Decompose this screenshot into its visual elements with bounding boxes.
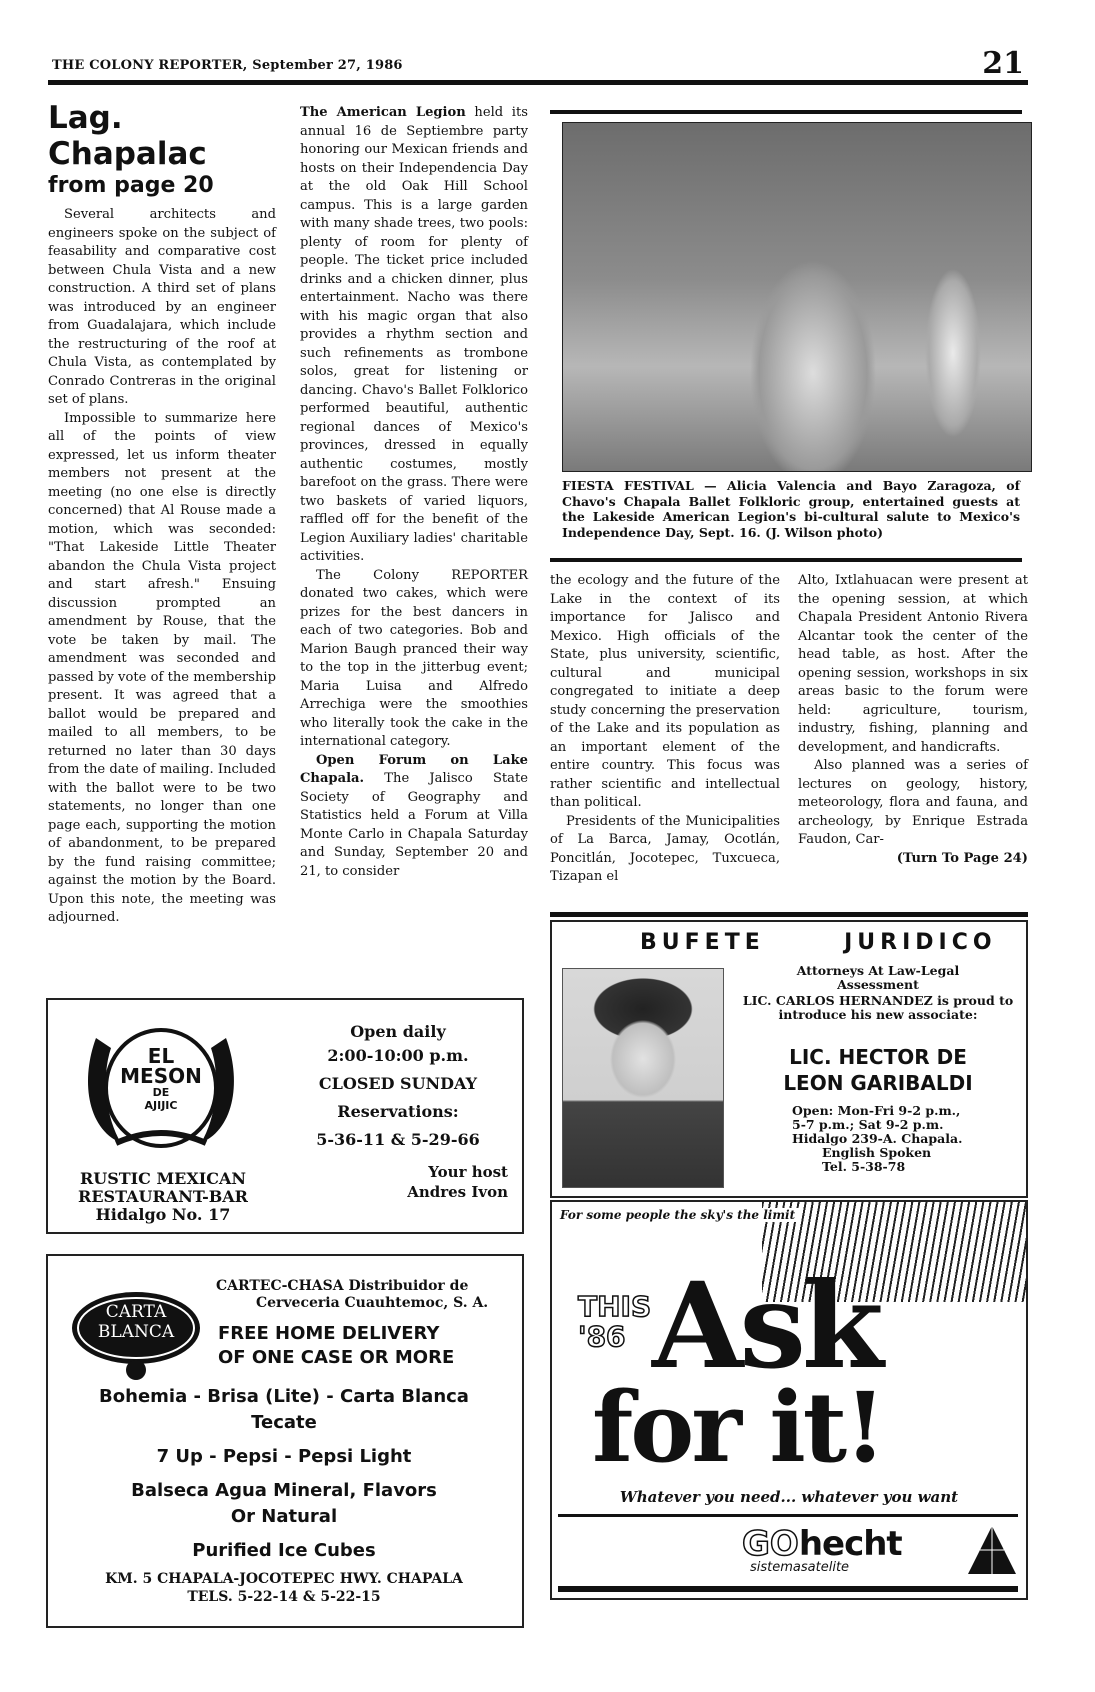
- article-american-legion: [300, 104, 528, 881]
- paragraph: Also planned was a series of lectures on geology, history, meteorology, flora and fauna, and archeology, by Enrique Estrada Faudon, Car-: [798, 758, 1028, 847]
- bufete-intro: LIC. CARLOS HERNANDEZ is proud to introduce his new associate:: [742, 993, 1014, 1022]
- article-subhead: from page 20: [48, 173, 214, 198]
- hours-label: Open daily: [350, 1022, 446, 1041]
- satellite-triangle-icon: [964, 1522, 1020, 1578]
- beer-list: Bohemia - Brisa (Lite) - Carta Blanca: [99, 1386, 469, 1407]
- article-body: [48, 206, 276, 928]
- logo-text: DE: [152, 1086, 170, 1099]
- el-meson-ad: [46, 998, 524, 1234]
- office-address: Hidalgo 239-A. Chapala.: [792, 1131, 963, 1146]
- reservation-phones: 5-36-11 & 5-29-66: [316, 1130, 480, 1149]
- paragraph: Alto, Ixtlahuacan were present at the opening session, at which Chapala President Antonio Rivera Alcantar took the center of the head table, as host. After the opening session, workshops in six areas basic to the forum were held: agriculture, tourism, industry, fishing, planning and development, and handicrafts.: [798, 573, 1028, 755]
- office-hours: Open: Mon-Fri 9-2 p.m.,: [792, 1103, 961, 1118]
- carta-blanca-ad: [46, 1254, 524, 1628]
- page-number: 21: [982, 46, 1024, 81]
- logo-text: MESON: [120, 1064, 202, 1088]
- hecht-brand: [742, 1524, 992, 1580]
- this-label: THIS: [578, 1290, 652, 1323]
- english-spoken: English Spoken: [822, 1145, 932, 1160]
- attorney-portrait: [562, 968, 724, 1188]
- publication-line: THE COLONY REPORTER, September 27, 1986: [52, 58, 403, 73]
- office-hours: 5-7 p.m.; Sat 9-2 p.m.: [792, 1117, 944, 1132]
- restaurant-address: Hidalgo No. 17: [95, 1205, 231, 1224]
- photo-caption: FIESTA FESTIVAL — Alicia Valencia and Bayo Zaragoza, of Chavo's Chapala Ballet Folkloric group, entertained guests at the Lakeside American Legion's bi-cultural salute to Mexico's Independence Day, Sept. 16. (J. Wilson photo): [562, 478, 1020, 540]
- bufete-title: BUFETE JURIDICO: [640, 930, 997, 955]
- brand-sub: sistemasatelite: [750, 1560, 850, 1575]
- ad-tagline: Whatever you need... whatever you want: [619, 1488, 959, 1506]
- address-bar: [558, 1586, 1018, 1592]
- ad-top-line: For some people the sky's the limit: [560, 1208, 799, 1222]
- associate-name: LIC. HECTOR DE: [789, 1045, 967, 1069]
- brand-name: hecht: [798, 1524, 902, 1564]
- article-lead: The American Legion: [300, 105, 466, 120]
- ice-cubes: Purified Ice Cubes: [192, 1540, 376, 1561]
- delivery-offer: FREE HOME DELIVERY: [218, 1323, 440, 1344]
- closed-notice: CLOSED SUNDAY: [318, 1074, 478, 1093]
- office-tel: Tel. 5-38-78: [822, 1159, 906, 1174]
- logo-text: BLANCA: [97, 1322, 175, 1342]
- mineral-water: Or Natural: [230, 1506, 338, 1527]
- carta-blanca-logo: [66, 1282, 206, 1382]
- hours: 2:00-10:00 p.m.: [327, 1046, 469, 1065]
- caption-rule: [550, 558, 1022, 562]
- logo-text: EL: [147, 1044, 175, 1068]
- distributor-name: CARTEC-CHASA Distribuidor de Cerveceria Cuauhtemoc, S. A.: [216, 1278, 489, 1311]
- brand-go: GO: [742, 1524, 799, 1564]
- paragraph: The American Legion held its annual 16 de Septiembre party honoring our Mexican friends and hosts on their Independencia Day at the old Oak Hill School campus. This is a large garden with many shade trees, two pools: plenty of room for plenty of people. The ticket price included drinks and a chicken dinner, plus entertainment. Nacho was there with his magic organ that also provides a rhythm section and such refinements as trombone solos, great for listening or dancing. Chavo's Ballet Folklorico performed beautiful, authentic regional dances of Mexico's provinces, dressed in equally authentic costumes, mostly barefoot on the grass. There were two baskets of varied liquors, raffled off for the benefit of the Legion Auxiliary ladies' charitable activities.: [300, 105, 528, 564]
- bufete-top-rule: [550, 912, 1028, 917]
- fiesta-festival-photo: [562, 122, 1032, 472]
- beer-list: Tecate: [251, 1412, 317, 1433]
- article-headline: Lag. Chapalac: [48, 100, 207, 172]
- restaurant-name: RUSTIC MEXICAN: [79, 1169, 247, 1188]
- reservations-label: Reservations:: [337, 1102, 459, 1121]
- year-label: '86: [578, 1320, 626, 1353]
- article-forum-col-b: [798, 572, 1028, 868]
- distributor-phones: TELS. 5-22-14 & 5-22-15: [187, 1589, 381, 1605]
- mineral-water: Balseca Agua Mineral, Flavors: [131, 1480, 437, 1501]
- article-lag-chapalac: [48, 100, 276, 928]
- hecht-ask-for-it-ad: [550, 1200, 1028, 1600]
- turn-to-page-link[interactable]: (Turn To Page 24): [896, 850, 1028, 866]
- paragraph: the ecology and the future of the Lake in the context of its importance for Jalisco and Mexico. High officials of the State, plus university, scientific, cultural and municipal congregated to initiate a deep study concerning the preservation of the Lake and its population as an important element of the entire country. This focus was rather scientific and intellectual than political.: [550, 573, 780, 810]
- restaurant-name: RESTAURANT-BAR: [78, 1187, 248, 1206]
- logo-text: CARTA: [105, 1302, 167, 1322]
- el-meson-logo: [76, 1018, 246, 1156]
- soda-list: 7 Up - Pepsi - Pepsi Light: [156, 1446, 412, 1467]
- paragraph: Impossible to summarize here all of the points of view expressed, let us inform theater members not present at the meeting (no one else is directly concerned) that Al Rouse made a motion, which was seconded: "That Lakeside Little Theater abandon the Chula Vista project and start afresh." Ensuing discussion prompted an amendment by Rouse, that the vote be taken by mail. The amendment was seconded and passed by vote of the membership present. It was agreed that a ballot would be prepared and mailed to all members, to be returned no later than 30 days from the date of mailing. Included with the ballot were to be two statements, no longer than one page each, supporting the motion of abandonment, to be prepared by the fund raising committee; against the motion by the Board. Upon this note, the meeting was adjourned.: [48, 410, 276, 925]
- forum-lead: Open Forum on Lake Chapala.: [300, 752, 528, 786]
- paragraph: Open Forum on Lake Chapala. The Jalisco State Society of Geography and Statistics held a Forum at Villa Monte Carlo in Chapala Saturday and Sunday, September 20 and 21, to consider: [300, 752, 529, 879]
- tagline-rule: [558, 1514, 1018, 1517]
- bufete-juridico-ad: [550, 920, 1028, 1198]
- paragraph: Presidents of the Municipalities of La Barca, Jamay, Ocotlán, Poncitlán, Jocotepec, Tuxcueca, Tizapan el: [550, 813, 780, 884]
- host-name: Andres Ivon: [407, 1183, 508, 1201]
- logo-text: AJIJIC: [144, 1099, 178, 1112]
- masthead: [48, 46, 1028, 85]
- bufete-tagline: Attorneys At Law-Legal Assessment: [796, 963, 960, 992]
- for-it-headline: for it!: [592, 1371, 884, 1484]
- paragraph: Several architects and engineers spoke on the subject of feasability and comparative cost between Chula Vista and a new construction. A third set of plans was introduced by an engineer from Guadalajara, which include the restructuring of the roof at Chula Vista, as contemplated by Conrado Contreras in the original set of plans.: [48, 207, 276, 407]
- paragraph: The Colony REPORTER donated two cakes, which were prizes for the best dancers in each of two categories. Bob and Marion Baugh pranced their way to the top in the jitterbug event; Maria Luisa and Alfredo Arrechiga were the smoothies who literally took the cake in the international category.: [300, 567, 528, 749]
- delivery-offer: OF ONE CASE OR MORE: [218, 1347, 455, 1368]
- associate-name: LEON GARIBALDI: [783, 1071, 973, 1095]
- ask-headline: Ask: [652, 1256, 880, 1395]
- article-forum-col-a: [550, 572, 780, 887]
- photo-top-rule: [550, 110, 1022, 114]
- distributor-address: KM. 5 CHAPALA-JOCOTEPEC HWY. CHAPALA: [105, 1571, 463, 1587]
- host-label: Your host: [428, 1163, 508, 1181]
